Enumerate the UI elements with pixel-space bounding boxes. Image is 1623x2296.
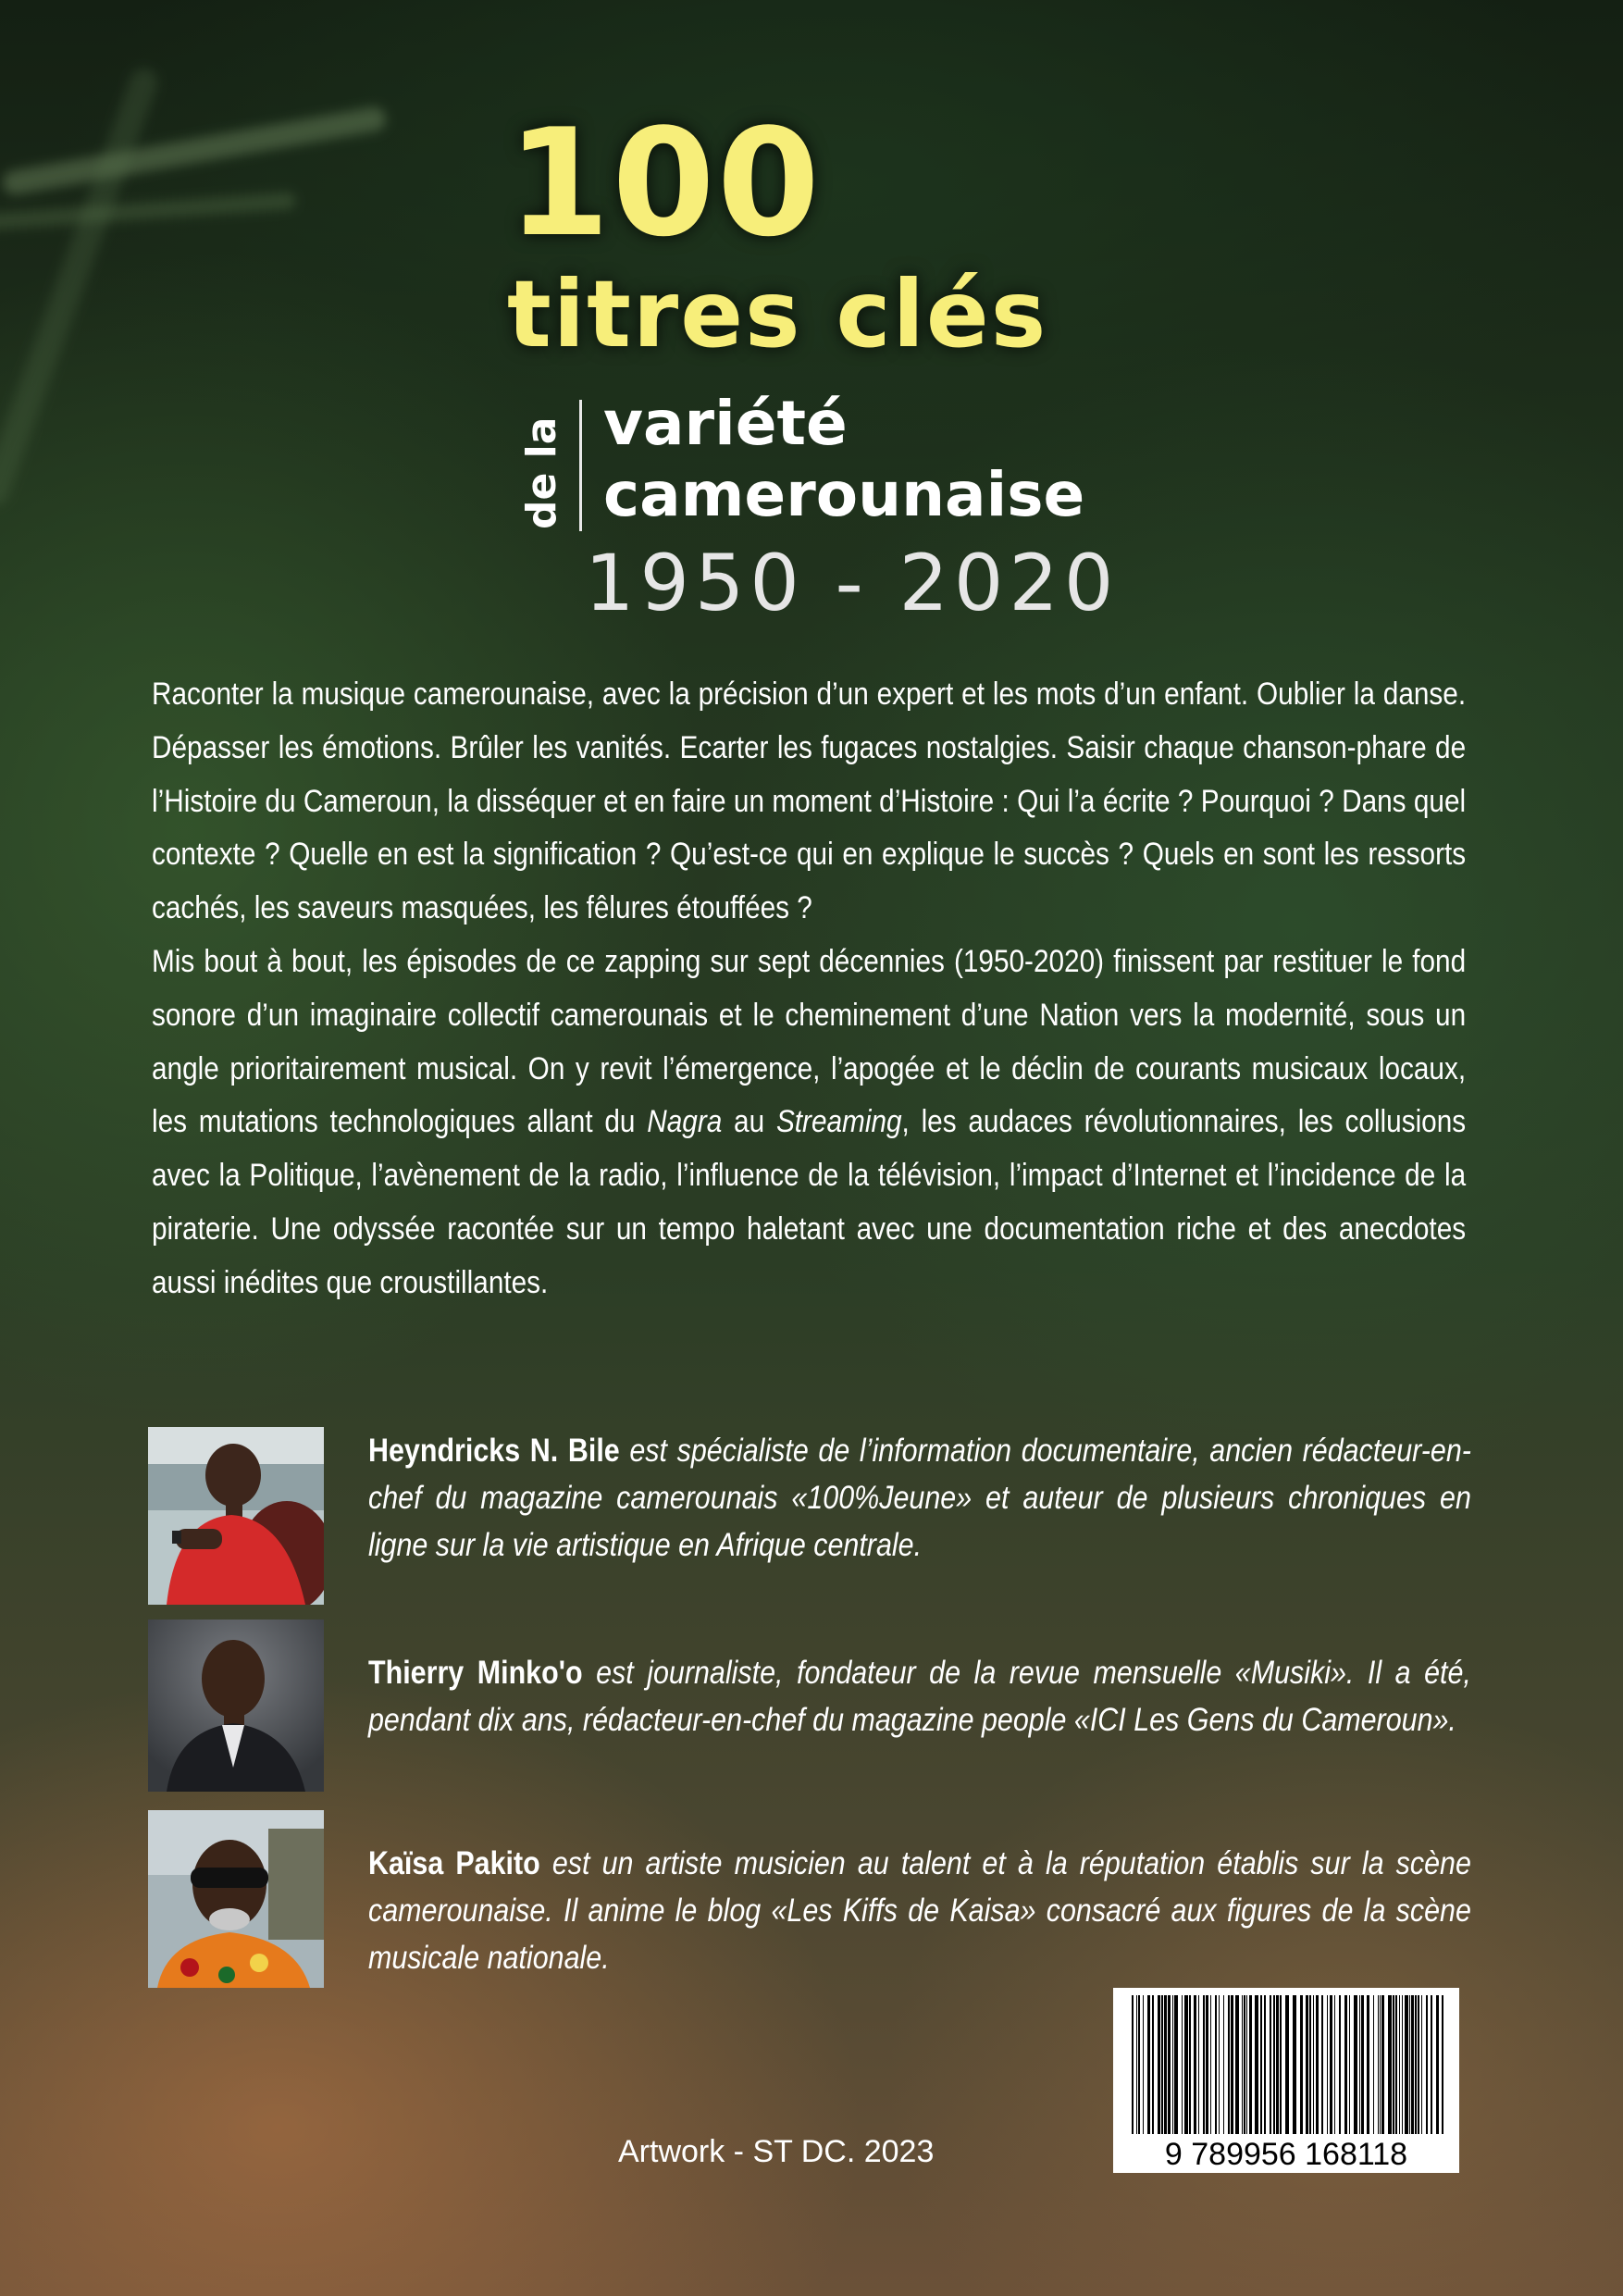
author-name: Kaïsa Pakito xyxy=(368,1845,540,1881)
barcode-bar xyxy=(1418,1995,1419,2134)
barcode-bar xyxy=(1231,1995,1233,2134)
barcode-bar xyxy=(1421,1995,1422,2134)
blurb-paragraph-2: Mis bout à bout, les épisodes de ce zapping sur sept décennies (1950-2020) finissent par restituer le fond sonore d’un imaginaire collectif camerounais et le cheminement d’une Nation vers la modernité, sous un angle prioritairement musical. On y revit l’émergence, l’apogée et le déclin de courants musicaux locaux, les mutations technologiques allant du Nagra au Streaming, les audaces révolutionnaires, les collusions avec la Politique, l’avènement de la radio, l’influence de la télévision, l’impact d’Internet et l’incidence de la piraterie. Une odyssée racontée sur un tempo haletant avec une documentation riche et des anecdotes aussi inédites que croustillantes. xyxy=(152,943,1467,1300)
barcode-bar xyxy=(1405,1995,1408,2134)
barcode-bar xyxy=(1359,1995,1360,2134)
barcode-bar xyxy=(1339,1995,1341,2134)
author-bio: Thierry Minko'o est journaliste, fondateur de la revue mensuelle «Musiki». Il a été, pendant dix ans, rédacteur-en-chef du magazine people «ICI Les Gens du Cameroun». xyxy=(368,1655,1471,1738)
barcode-bar xyxy=(1210,1995,1211,2134)
title-number: 100 xyxy=(507,96,822,269)
barcode-bars xyxy=(1113,1988,1459,2141)
barcode-bar xyxy=(1321,1995,1323,2134)
barcode-bar xyxy=(1138,1995,1140,2134)
barcode-bar xyxy=(1206,1995,1208,2134)
barcode-bar xyxy=(1381,1995,1384,2134)
barcode-bar xyxy=(1393,1995,1394,2134)
barcode-bar xyxy=(1152,1995,1154,2134)
barcode-bar xyxy=(1316,1995,1319,2134)
author-photo xyxy=(148,1810,324,1988)
barcode-bar xyxy=(1228,1995,1230,2134)
title-connector: de la xyxy=(518,416,565,529)
barcode-bar xyxy=(1182,1995,1183,2134)
barcode-bar xyxy=(1249,1995,1252,2134)
barcode-bar xyxy=(1280,1995,1282,2134)
barcode-bar xyxy=(1402,1995,1403,2134)
barcode-bar xyxy=(1327,1995,1328,2134)
barcode-bar xyxy=(1264,1995,1266,2134)
barcode-bar xyxy=(1313,1995,1314,2134)
barcode-bar xyxy=(1293,1995,1296,2134)
barcode-bar xyxy=(1260,1995,1262,2134)
barcode-bar xyxy=(1411,1995,1414,2134)
barcode-bar xyxy=(1285,1995,1289,2134)
title-subtitle xyxy=(603,389,1084,530)
barcode-bar xyxy=(1246,1995,1247,2134)
barcode-bar xyxy=(1367,1995,1369,2134)
barcode-bar xyxy=(1172,1995,1173,2134)
barcode-bar xyxy=(1395,1995,1397,2134)
barcode-bar xyxy=(1409,1995,1410,2134)
barcode-bar xyxy=(1436,1995,1439,2134)
barcode-bar xyxy=(1255,1995,1258,2134)
barcode-bar xyxy=(1219,1995,1220,2134)
blurb xyxy=(152,668,1466,1310)
barcode-bar xyxy=(1147,1995,1150,2134)
barcode-bar xyxy=(1215,1995,1217,2134)
barcode-bar xyxy=(1431,1995,1432,2134)
barcode-bar xyxy=(1244,1995,1245,2134)
barcode-bar xyxy=(1194,1995,1196,2134)
title-divider xyxy=(579,400,582,531)
background-grass-blade xyxy=(1,105,388,197)
author-photo xyxy=(148,1620,324,1797)
barcode-bar xyxy=(1442,1995,1443,2134)
blurb-paragraph-1: Raconter la musique camerounaise, avec la précision d’un expert et les mots d’un enfant. Oublier la danse. Dépasser les émotions. Brûler les vanités. Ecarter les fugaces nostalgies. Saisir chaque chanson-phare de l’Histoire du Cameroun, la disséquer et en faire un moment d’Histoire : Qui l’a écrite ? Pourquoi ? Dans quel contexte ? Quelle en est la signification ? Qu’est-ce qui en explique le succès ? Quels en sont les ressorts cachés, les saveurs masquées, les fêlures étouffées ? xyxy=(152,676,1467,926)
author-name: Thierry Minko'o xyxy=(368,1655,583,1691)
artwork-credit: Artwork - ST DC. 2023 xyxy=(618,2134,935,2169)
barcode-bar xyxy=(1242,1995,1243,2134)
title-main: titres clés xyxy=(507,260,1048,368)
isbn-barcode xyxy=(1113,1988,1459,2173)
barcode-bar xyxy=(1354,1995,1357,2134)
author-photo xyxy=(148,1427,324,1605)
author-bio: Kaïsa Pakito est un artiste musicien au talent et à la réputation établis sur la scène camerounaise. Il anime le blog «Les Kiffs de Kaisa» consacré aux figures de la scène musicale nationale. xyxy=(368,1845,1471,1976)
barcode-bar xyxy=(1373,1995,1374,2134)
barcode-bar xyxy=(1276,1995,1279,2134)
blurb-term-nagra: Nagra xyxy=(647,1104,723,1140)
barcode-bar xyxy=(1198,1995,1199,2134)
background-grass-blade xyxy=(0,192,296,231)
barcode-bar xyxy=(1164,1995,1167,2134)
barcode-bar xyxy=(1388,1995,1392,2134)
blurb-term-streaming: Streaming xyxy=(775,1104,902,1140)
barcode-bar xyxy=(1174,1995,1178,2134)
barcode-bar xyxy=(1223,1995,1224,2134)
barcode-bar xyxy=(1132,1995,1134,2134)
author-name: Heyndricks N. Bile xyxy=(368,1433,620,1469)
barcode-bar xyxy=(1168,1995,1171,2134)
barcode-bar xyxy=(1330,1995,1332,2134)
background-grass-blade xyxy=(0,65,162,509)
barcode-bar xyxy=(1349,1995,1350,2134)
barcode-bar xyxy=(1380,1995,1381,2134)
isbn-digits: 9 789956 168118 xyxy=(1113,2136,1459,2173)
barcode-bar xyxy=(1344,1995,1347,2134)
subtitle-line-2: camerounaise xyxy=(603,458,1085,530)
barcode-bar xyxy=(1136,1995,1137,2134)
barcode-bar xyxy=(1378,1995,1379,2134)
barcode-bar xyxy=(1415,1995,1417,2134)
barcode-bar xyxy=(1426,1995,1428,2134)
barcode-bar xyxy=(1306,1995,1308,2134)
barcode-bar xyxy=(1235,1995,1239,2134)
barcode-bar xyxy=(1184,1995,1188,2134)
barcode-bar xyxy=(1273,1995,1275,2134)
barcode-bar xyxy=(1399,1995,1400,2134)
barcode-bar xyxy=(1143,1995,1144,2134)
barcode-bar xyxy=(1158,1995,1160,2134)
barcode-bar xyxy=(1203,1995,1205,2134)
barcode-bar xyxy=(1361,1995,1364,2134)
barcode-bar xyxy=(1189,1995,1191,2134)
subtitle-line-1: variété xyxy=(603,388,848,459)
barcode-bar xyxy=(1270,1995,1271,2134)
barcode-bar xyxy=(1334,1995,1335,2134)
barcode-bar xyxy=(1161,1995,1163,2134)
author-bio: Heyndricks N. Bile est spécialiste de l’information documentaire, ancien rédacteur-en-chef du magazine camerounais «100%Jeune» et auteur de plusieurs chroniques en ligne sur la vie artistique en Afrique centrale. xyxy=(368,1433,1471,1563)
barcode-bar xyxy=(1300,1995,1303,2134)
title-years: 1950 - 2020 xyxy=(585,538,1120,628)
barcode-bar xyxy=(1309,1995,1311,2134)
